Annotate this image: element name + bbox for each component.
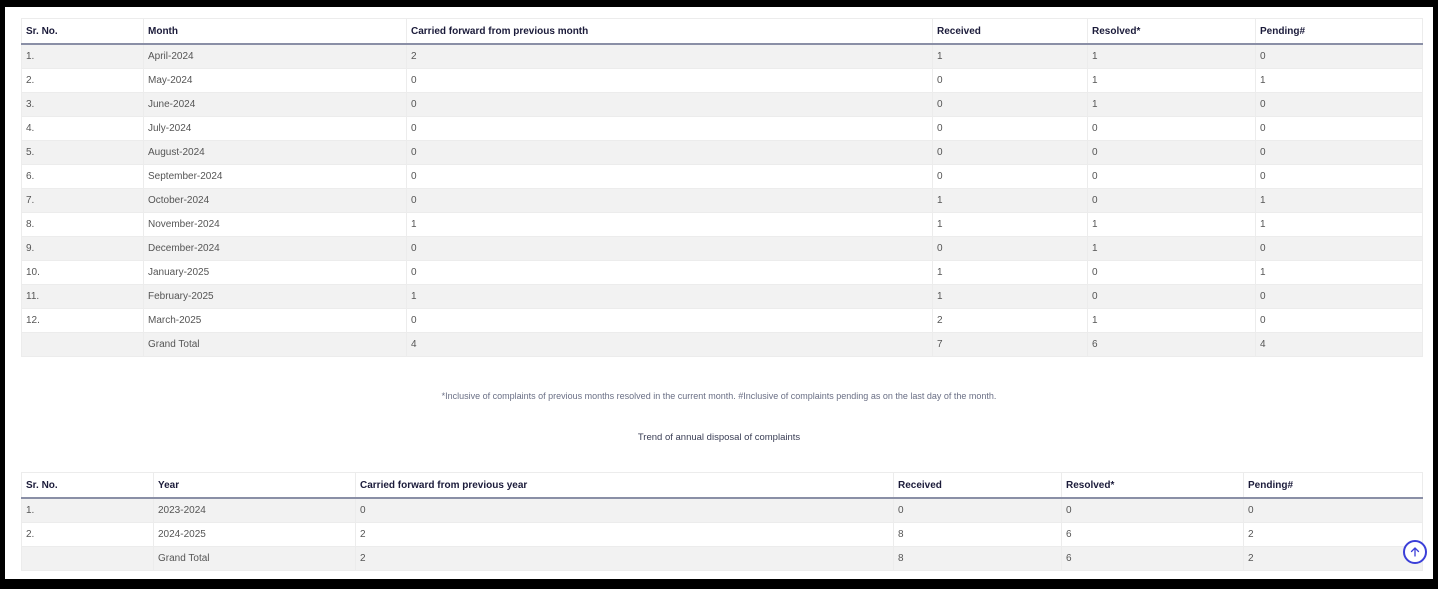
cell-month: November-2024 (144, 213, 407, 237)
cell-resolved: 0 (1088, 141, 1256, 165)
column-header-sr-no: Sr. No. (22, 473, 154, 499)
cell-pending: 0 (1256, 285, 1423, 309)
cell-carried-forward: 0 (407, 261, 933, 285)
cell-sr-no: 7. (22, 189, 144, 213)
column-header-received: Received (933, 19, 1088, 45)
cell-month: August-2024 (144, 141, 407, 165)
cell-pending: 1 (1256, 69, 1423, 93)
cell-month: October-2024 (144, 189, 407, 213)
page-content (5, 7, 1433, 579)
column-header-month: Month (144, 19, 407, 45)
cell-sr-no: 9. (22, 237, 144, 261)
table-row (22, 309, 1423, 333)
cell-carried-forward: 1 (407, 285, 933, 309)
arrow-up-icon (1409, 546, 1421, 558)
cell-sr-no: 4. (22, 117, 144, 141)
cell-received: 0 (933, 117, 1088, 141)
table-row (22, 523, 1423, 547)
column-header-resolved: Resolved* (1062, 473, 1244, 499)
cell-pending: 1 (1256, 213, 1423, 237)
column-header-pending: Pending# (1256, 19, 1423, 45)
grand-total-row (22, 333, 1423, 357)
table-row (22, 213, 1423, 237)
cell-carried-forward: 1 (407, 213, 933, 237)
table-row (22, 93, 1423, 117)
cell-year: 2024-2025 (154, 523, 356, 547)
cell-pending: 1 (1256, 261, 1423, 285)
cell-resolved: 1 (1088, 309, 1256, 333)
cell-resolved: 0 (1088, 285, 1256, 309)
cell-sr-no: 1. (22, 44, 144, 69)
cell-month: May-2024 (144, 69, 407, 93)
cell-sr-no: 10. (22, 261, 144, 285)
cell-month: September-2024 (144, 165, 407, 189)
cell-received: 0 (933, 141, 1088, 165)
cell-received: 0 (933, 69, 1088, 93)
cell-carried-forward: 0 (407, 189, 933, 213)
cell-carried-forward: 0 (407, 237, 933, 261)
table-header-row (22, 19, 1423, 45)
cell-pending: 0 (1244, 498, 1423, 523)
cell-received: 1 (933, 285, 1088, 309)
cell-received: 0 (933, 165, 1088, 189)
cell-month: June-2024 (144, 93, 407, 117)
cell-month: February-2025 (144, 285, 407, 309)
cell-received: 1 (933, 44, 1088, 69)
table-row (22, 498, 1423, 523)
cell-month: July-2024 (144, 117, 407, 141)
table-row (22, 165, 1423, 189)
column-header-resolved: Resolved* (1088, 19, 1256, 45)
cell-carried-forward: 0 (407, 141, 933, 165)
table-row (22, 261, 1423, 285)
cell-month: Grand Total (144, 333, 407, 357)
cell-pending: 0 (1256, 141, 1423, 165)
cell-pending: 0 (1256, 117, 1423, 141)
table-row (22, 285, 1423, 309)
section-title: Trend of annual disposal of complaints (637, 432, 801, 443)
cell-received: 1 (933, 213, 1088, 237)
cell-carried-forward: 4 (407, 333, 933, 357)
cell-resolved: 1 (1088, 237, 1256, 261)
cell-carried-forward: 0 (407, 117, 933, 141)
cell-carried-forward: 2 (356, 547, 894, 571)
cell-received: 0 (894, 498, 1062, 523)
cell-pending: 0 (1256, 44, 1423, 69)
cell-resolved: 6 (1088, 333, 1256, 357)
cell-pending: 0 (1256, 165, 1423, 189)
cell-resolved: 1 (1088, 44, 1256, 69)
column-header-year: Year (154, 473, 356, 499)
cell-received: 2 (933, 309, 1088, 333)
cell-carried-forward: 0 (407, 69, 933, 93)
cell-resolved: 1 (1088, 69, 1256, 93)
cell-received: 7 (933, 333, 1088, 357)
cell-carried-forward: 0 (407, 165, 933, 189)
cell-resolved: 0 (1088, 189, 1256, 213)
cell-pending: 1 (1256, 189, 1423, 213)
cell-carried-forward: 0 (407, 309, 933, 333)
cell-resolved: 0 (1088, 261, 1256, 285)
table-row (22, 189, 1423, 213)
table-header-row (22, 473, 1423, 499)
cell-carried-forward: 2 (356, 523, 894, 547)
cell-sr-no: 11. (22, 285, 144, 309)
cell-sr-no: 6. (22, 165, 144, 189)
cell-sr-no: 8. (22, 213, 144, 237)
cell-sr-no (22, 333, 144, 357)
table-row (22, 141, 1423, 165)
scroll-to-top-button[interactable] (1403, 540, 1427, 564)
cell-month: March-2025 (144, 309, 407, 333)
table-footnote: *Inclusive of complaints of previous months resolved in the current month. #Inclusive of complaints pending as on the last day of the month. (441, 391, 997, 401)
cell-resolved: 6 (1062, 547, 1244, 571)
cell-sr-no: 5. (22, 141, 144, 165)
cell-month: April-2024 (144, 44, 407, 69)
column-header-pending: Pending# (1244, 473, 1423, 499)
cell-pending: 2 (1244, 523, 1423, 547)
cell-resolved: 0 (1088, 165, 1256, 189)
cell-received: 1 (933, 261, 1088, 285)
cell-received: 0 (933, 93, 1088, 117)
cell-pending: 4 (1256, 333, 1423, 357)
cell-month: January-2025 (144, 261, 407, 285)
cell-sr-no: 2. (22, 523, 154, 547)
annual-complaints-table (21, 472, 1423, 571)
cell-pending: 0 (1256, 309, 1423, 333)
grand-total-row (22, 547, 1423, 571)
monthly-complaints-table (21, 18, 1423, 357)
table-row (22, 44, 1423, 69)
cell-sr-no: 1. (22, 498, 154, 523)
cell-year: Grand Total (154, 547, 356, 571)
cell-resolved: 1 (1088, 93, 1256, 117)
column-header-received: Received (894, 473, 1062, 499)
cell-received: 0 (933, 237, 1088, 261)
cell-sr-no (22, 547, 154, 571)
cell-received: 8 (894, 547, 1062, 571)
table-row (22, 237, 1423, 261)
cell-sr-no: 2. (22, 69, 144, 93)
cell-carried-forward: 0 (407, 93, 933, 117)
cell-month: December-2024 (144, 237, 407, 261)
cell-resolved: 6 (1062, 523, 1244, 547)
cell-pending: 2 (1244, 547, 1423, 571)
cell-carried-forward: 0 (356, 498, 894, 523)
cell-sr-no: 3. (22, 93, 144, 117)
table-row (22, 117, 1423, 141)
table-row (22, 69, 1423, 93)
column-header-carried-forward: Carried forward from previous year (356, 473, 894, 499)
cell-pending: 0 (1256, 93, 1423, 117)
cell-sr-no: 12. (22, 309, 144, 333)
cell-year: 2023-2024 (154, 498, 356, 523)
column-header-sr-no: Sr. No. (22, 19, 144, 45)
cell-received: 8 (894, 523, 1062, 547)
cell-received: 1 (933, 189, 1088, 213)
cell-resolved: 0 (1062, 498, 1244, 523)
column-header-carried-forward: Carried forward from previous month (407, 19, 933, 45)
cell-pending: 0 (1256, 237, 1423, 261)
cell-resolved: 0 (1088, 117, 1256, 141)
cell-resolved: 1 (1088, 213, 1256, 237)
cell-carried-forward: 2 (407, 44, 933, 69)
